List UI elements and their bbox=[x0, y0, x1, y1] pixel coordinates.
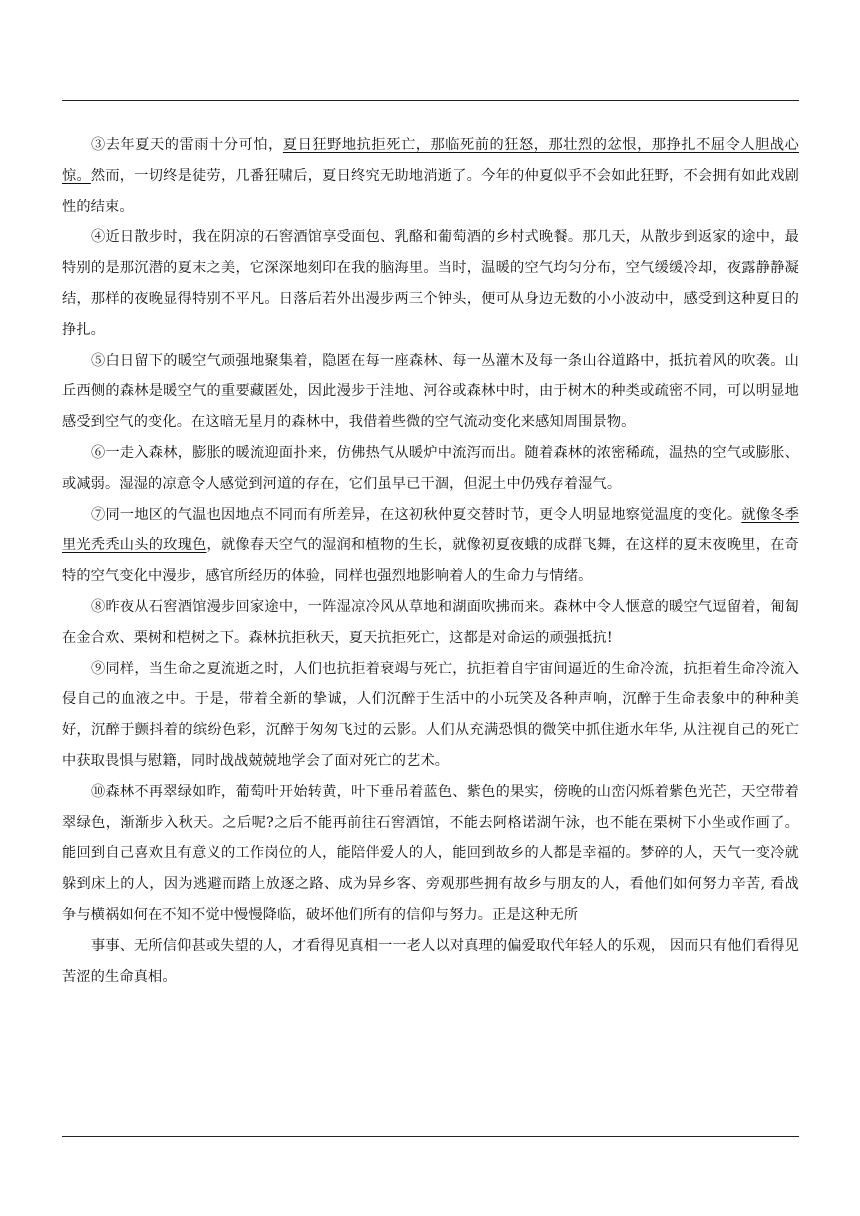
paragraph-text: ⑦同一地区的气温也因地点不同而有所差异，在这初秋仲夏交替时节，更令人明显地察觉温度的变化。 bbox=[91, 506, 742, 523]
paragraph-text: ③去年夏天的雷雨十分可怕， bbox=[91, 137, 283, 153]
paragraph-text: ④近日散步时，我在阴凉的石窖酒馆享受面包、乳酪和葡萄酒的乡村式晚餐。那几天，从散步到返家的途中，最特别的是那沉潜的夏末之美，它深深地刻印在我的脑海里。当时，温暖的空气均匀分布，空气缓缓冷却，夜露静静凝结，那样的夜晚显得特别不平凡。日落后若外出漫步两三个钟头，便可从身边无数的小小波动中，感受到这种夏日的挣扎。 bbox=[62, 229, 799, 338]
paragraph bbox=[62, 654, 799, 777]
paragraph bbox=[62, 346, 799, 438]
paragraph-text: ⑨同样，当生命之夏流逝之时，人们也抗拒着衰竭与死亡，抗拒着自宇宙间逼近的生命冷流，抗拒着生命冷流入侵自己的血液之中。于是，带着全新的挚诚，人们沉醉于生活中的小玩笑及各种声响，沉醉于生命表象中的种种美好，沉醉于颤抖着的缤纷色彩，沉醉于匆匆飞过的云影。人们从充满恐惧的微笑中抓住逝水年华, 从注视自己的死亡中获取畏惧与慰籍，同时战战兢兢地学会了面对死亡的艺术。 bbox=[62, 660, 799, 769]
paragraph bbox=[62, 222, 799, 345]
paragraph bbox=[62, 592, 799, 654]
paragraph-text: ⑧昨夜从石窖酒馆漫步回家途中，一阵湿凉冷风从草地和湖面吹拂而来。森林中令人惬意的暖空气逗留着，匍匐在金合欢、栗树和桤树之下。森林抗拒秋天，夏天抗拒死亡，这都是对命运的顽强抵抗! bbox=[62, 598, 799, 646]
paragraph-text: 事事、无所信仰甚或失望的人，才看得见真相一一老人以对真理的偏爱取代年轻人的乐观， 因而只有他们看得见苦涩的生命真相。 bbox=[62, 937, 799, 985]
paragraph-text: ，就像春天空气的湿润和植物的生长，就像初夏夜蛾的成群飞舞，在这样的夏末夜晚里，在奇特的空气变化中漫步，感官所经历的体验，同样也强烈地影响着人的生命力与情绪。 bbox=[62, 537, 799, 585]
paragraph-text: ⑩森林不再翠绿如昨，葡萄叶开始转黄，叶下垂吊着蓝色、紫色的果实，傍晚的山峦闪烁着紫色光芒，天空带着翠绿色，渐渐步入秋天。之后呢?之后不能再前往石窖酒馆，不能去阿格诺湖午泳，也不能在栗树下小坐或作画了。能回到自己喜欢且有意义的工作岗位的人，能陪伴爱人的人，能回到故乡的人都是幸福的。梦碎的人，天气一变冷就躲到床上的人，因为逃避而踏上放逐之路、成为异乡客、旁观那些拥有故乡与朋友的人，看他们如何努力辛苦, 看战争与横祸如何在不知不觉中慢慢降临，破坏他们所有的信仰与努力。正是这种无所 bbox=[62, 783, 799, 923]
paragraph bbox=[62, 130, 799, 222]
paragraph bbox=[62, 931, 799, 993]
paragraph-text: 然而，一切终是徒劳，几番狂啸后，夏日终究无助地消逝了。今年的仲夏似乎不会如此狂野，不会拥有如此戏剧性的结束。 bbox=[62, 167, 799, 215]
footer-rule bbox=[62, 1136, 799, 1137]
document-body bbox=[62, 130, 799, 992]
paragraph bbox=[62, 438, 799, 500]
paragraph bbox=[62, 500, 799, 592]
underlined-text: 夏日狂野地抗拒死亡，那临死前的狂怒，那壮烈的忿恨，那挣扎不屈令人胆战心惊。 bbox=[62, 137, 799, 184]
paragraph-text: ⑥一走入森林，膨胀的暖流迎面扑来，仿佛热气从暖炉中流泻而出。随着森林的浓密稀疏，温热的空气或膨胀、或减弱。湿湿的凉意令人感觉到河道的存在，它们虽早已干涸，但泥土中仍残存着湿气。 bbox=[62, 444, 799, 492]
header-rule bbox=[62, 100, 799, 101]
paragraph-text: ⑤白日留下的暖空气顽强地聚集着，隐匿在每一座森林、每一丛灌木及每一条山谷道路中，抵抗着风的吹袭。山丘西侧的森林是暖空气的重要藏匿处，因此漫步于洼地、河谷或森林中时，由于树木的种类或疏密不同，可以明显地感受到空气的变化。在这暗无星月的森林中，我借着些微的空气流动变化来感知周围景物。 bbox=[62, 352, 799, 431]
paragraph bbox=[62, 777, 799, 931]
underlined-text: 就像冬季里光秃秃山头的玫瑰色 bbox=[62, 506, 799, 554]
